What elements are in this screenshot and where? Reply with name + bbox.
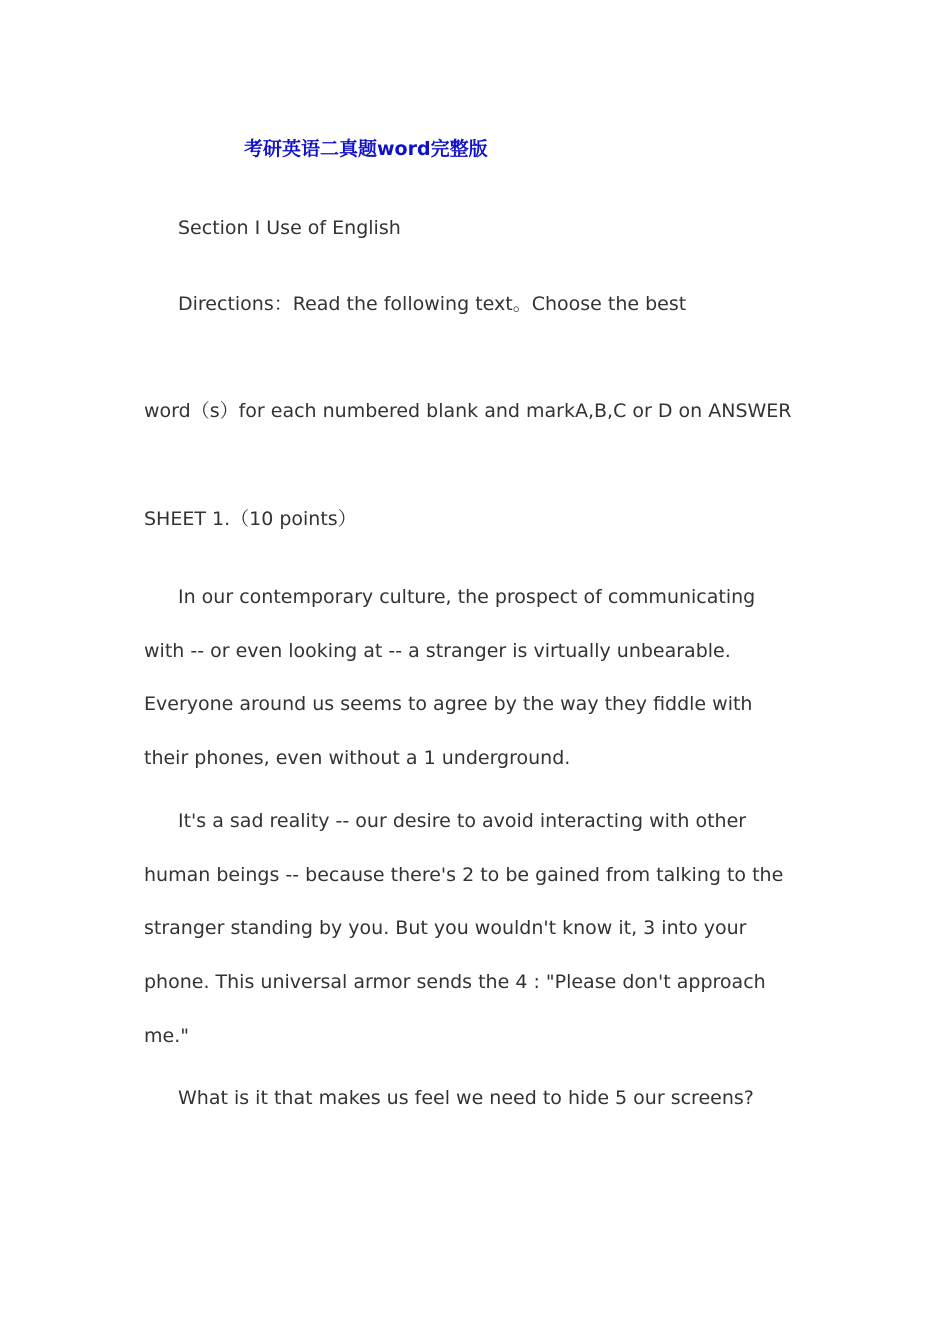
section-heading: Section I Use of English bbox=[178, 217, 401, 239]
paragraph3-line: What is it that makes us feel we need to hide 5 our screens? bbox=[178, 1087, 754, 1109]
paragraph1-line: their phones, even without a 1 underground. bbox=[144, 747, 571, 769]
paragraph2-line: human beings -- because there's 2 to be gained from talking to the bbox=[144, 864, 784, 886]
paragraph2-line: me." bbox=[144, 1025, 189, 1047]
paragraph1-line: with -- or even looking at -- a stranger is virtually unbearable. bbox=[144, 640, 731, 662]
document-title: 考研英语二真题word完整版 bbox=[244, 138, 488, 160]
directions-line: SHEET 1.（10 points） bbox=[144, 508, 357, 530]
paragraph2-line: stranger standing by you. But you wouldn't know it, 3 into your bbox=[144, 917, 747, 939]
directions-line: word（s）for each numbered blank and markA,B,C or D on ANSWER bbox=[144, 400, 792, 422]
paragraph1-line: In our contemporary culture, the prospect of communicating bbox=[178, 586, 756, 608]
paragraph2-line: phone. This universal armor sends the 4 : "Please don't approach bbox=[144, 971, 766, 993]
paragraph1-line: Everyone around us seems to agree by the way they fiddle with bbox=[144, 693, 753, 715]
paragraph2-line: It's a sad reality -- our desire to avoid interacting with other bbox=[178, 810, 747, 832]
directions-line: Directions：Read the following text。Choose the best bbox=[178, 293, 687, 315]
